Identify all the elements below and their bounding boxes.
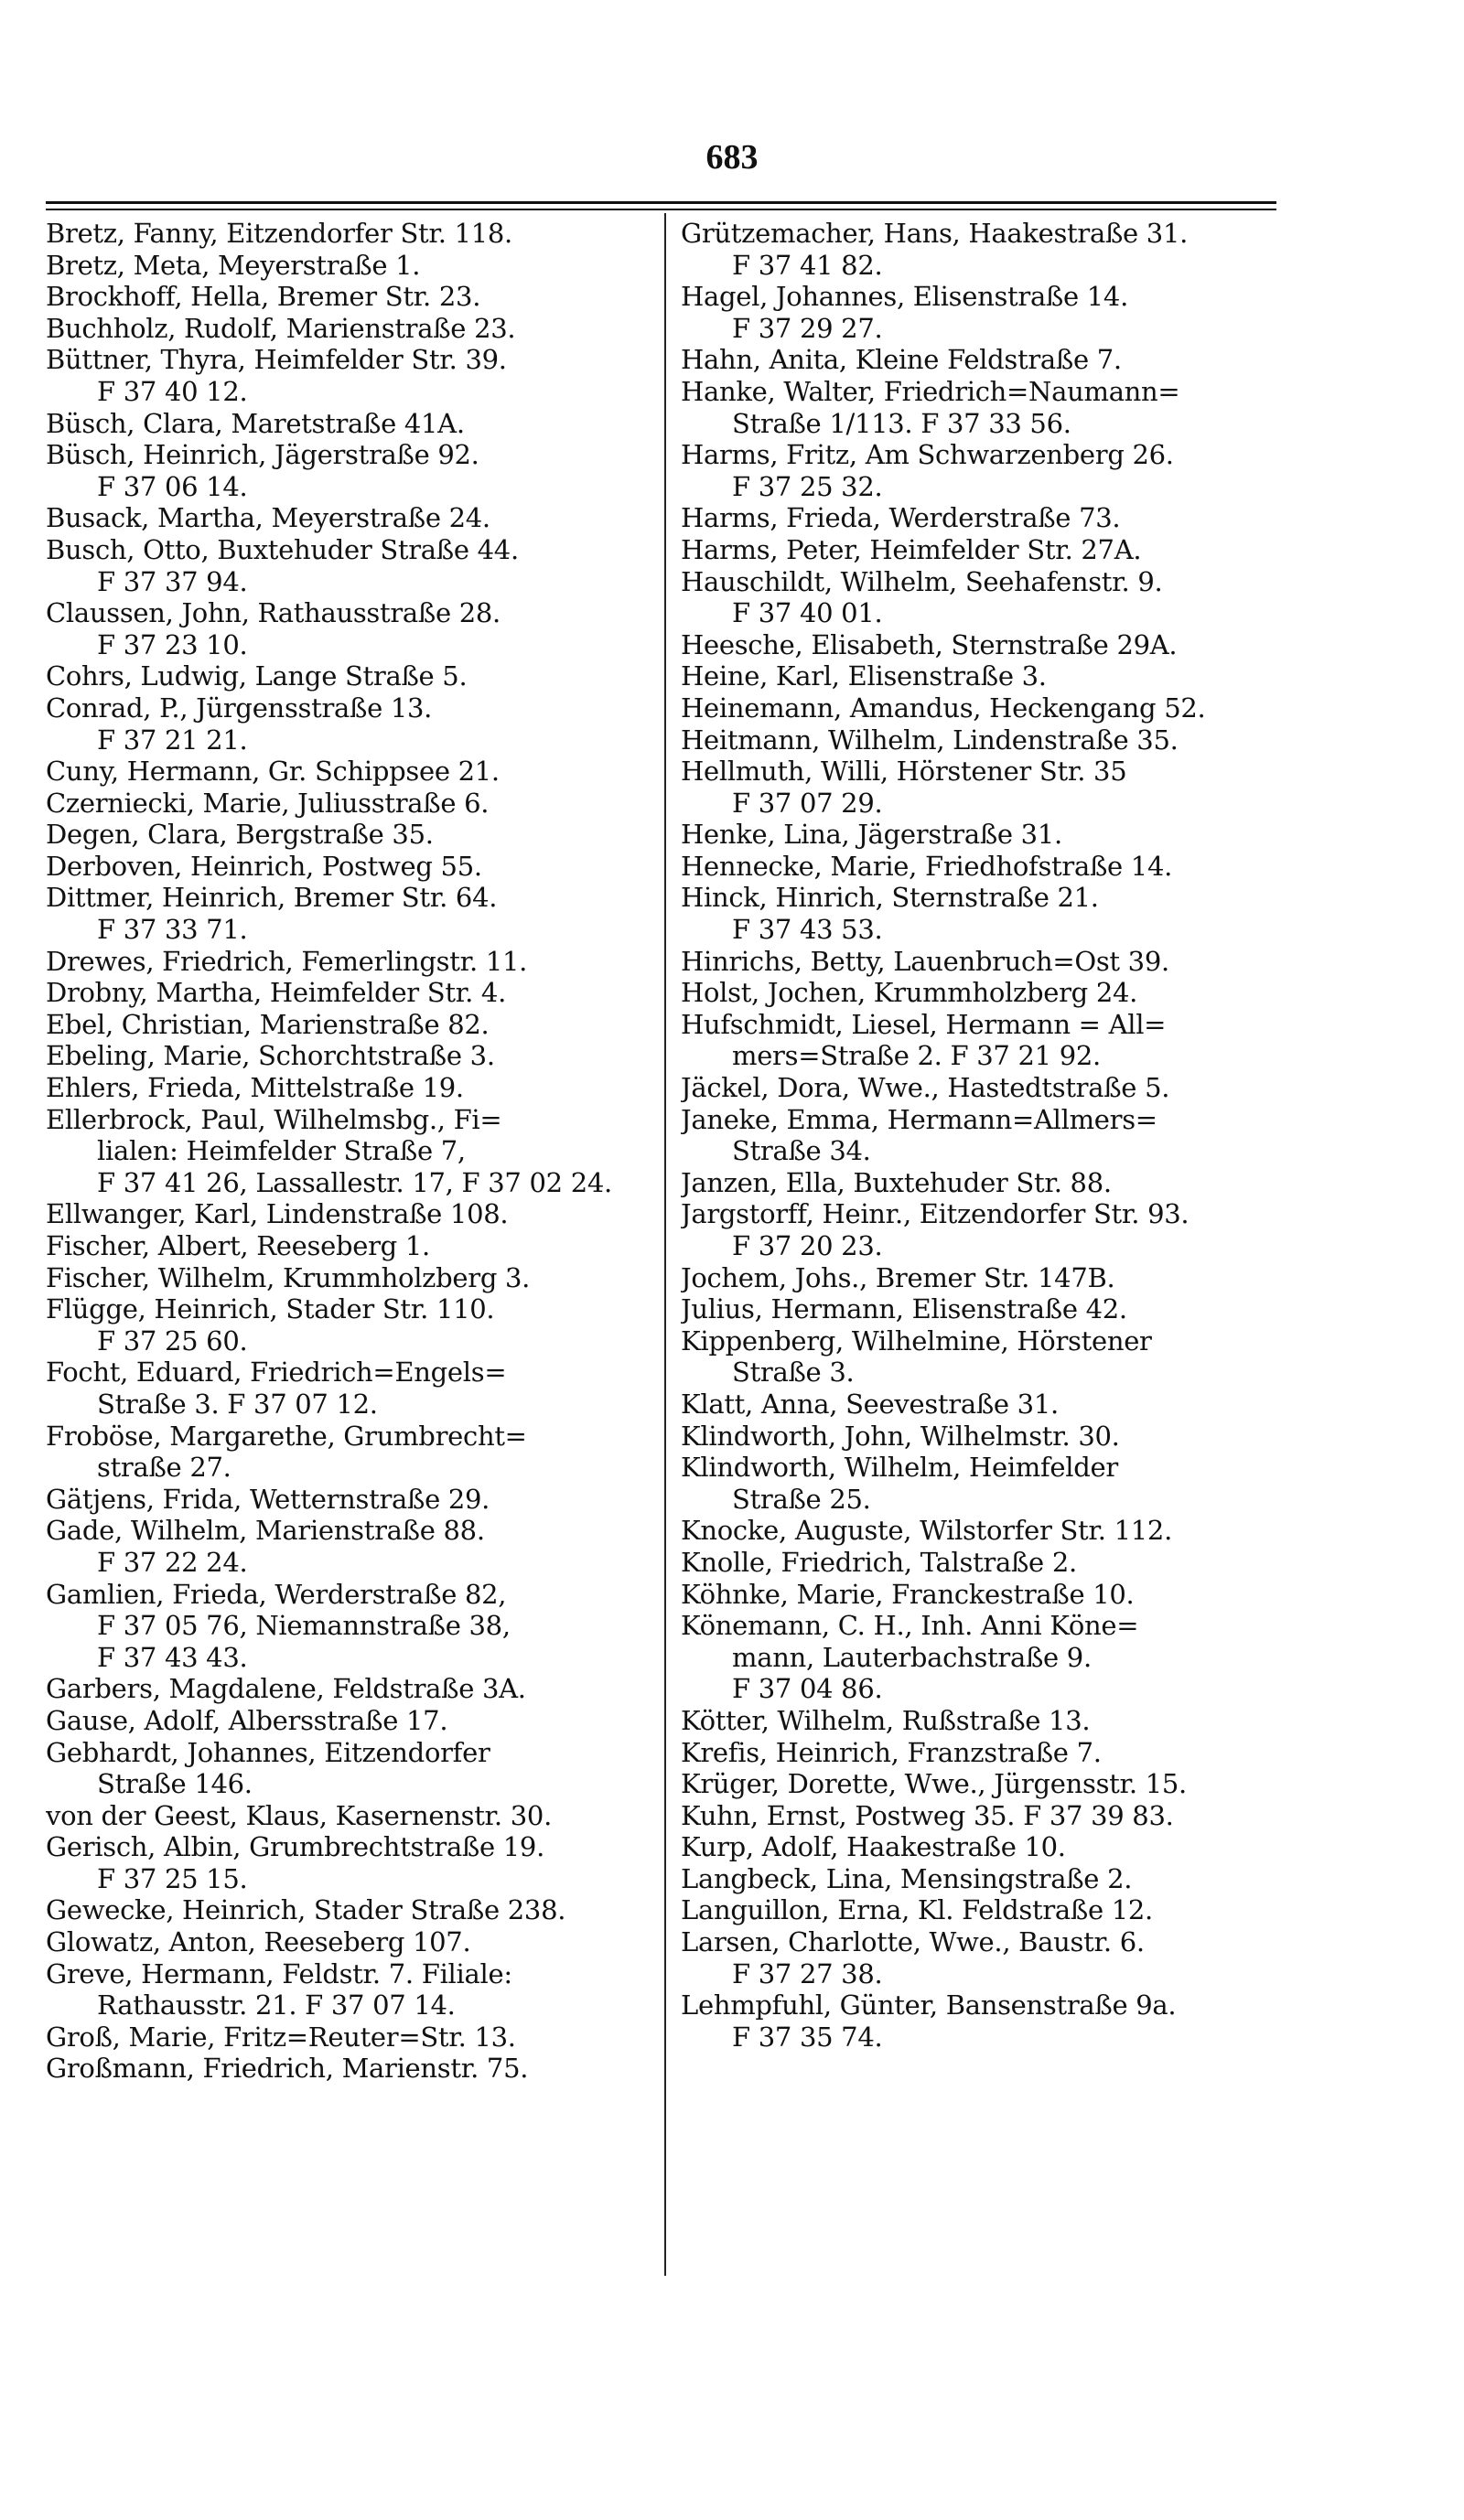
directory-entry: Julius, Hermann, Elisenstraße 42. <box>681 1293 1127 1325</box>
directory-entry: Holst, Jochen, Krummholzberg 24. <box>681 977 1138 1009</box>
directory-entry-continuation: Rathausstr. 21. F 37 07 14. <box>97 1989 456 2021</box>
directory-entry: Klindworth, Wilhelm, Heimfelder <box>681 1452 1118 1484</box>
directory-entry-continuation: Straße 25. <box>732 1483 871 1515</box>
directory-entry-continuation: F 37 25 15. <box>97 1862 248 1894</box>
directory-entry-continuation: F 37 43 43. <box>97 1641 248 1673</box>
directory-entry: Gätjens, Frida, Wetternstraße 29. <box>46 1483 490 1515</box>
directory-entry: von der Geest, Klaus, Kasernenstr. 30. <box>46 1799 552 1831</box>
directory-entry: Flügge, Heinrich, Stader Str. 110. <box>46 1293 495 1325</box>
directory-entry: Busack, Martha, Meyerstraße 24. <box>46 502 490 534</box>
directory-entry: Büttner, Thyra, Heimfelder Str. 39. <box>46 344 507 376</box>
directory-entry: Degen, Clara, Bergstraße 35. <box>46 819 434 851</box>
directory-entry: Kötter, Wilhelm, Rußstraße 13. <box>681 1704 1091 1736</box>
directory-entry-continuation: straße 27. <box>97 1452 231 1484</box>
directory-entry: Hennecke, Marie, Friedhofstraße 14. <box>681 850 1173 882</box>
directory-entry: Kurp, Adolf, Haakestraße 10. <box>681 1831 1066 1863</box>
directory-entry: Focht, Eduard, Friedrich=Engels= <box>46 1357 507 1389</box>
directory-entry-continuation: F 37 20 23. <box>732 1230 883 1261</box>
directory-entry: Klindworth, John, Wilhelmstr. 30. <box>681 1420 1120 1452</box>
directory-entry: Gebhardt, Johannes, Eitzendorfer <box>46 1736 490 1768</box>
directory-entry: Drewes, Friedrich, Femerlingstr. 11. <box>46 945 528 977</box>
directory-entry: Gamlien, Frieda, Werderstraße 82, <box>46 1578 507 1610</box>
directory-entry: Czerniecki, Marie, Juliusstraße 6. <box>46 787 490 819</box>
directory-entry: Conrad, P., Jürgensstraße 13. <box>46 692 433 724</box>
directory-entry-continuation: Straße 3. <box>732 1357 855 1389</box>
directory-entry: Derboven, Heinrich, Postweg 55. <box>46 850 482 882</box>
directory-entry-continuation: F 37 04 86. <box>732 1673 883 1705</box>
directory-entry: Kippenberg, Wilhelmine, Hörstener <box>681 1324 1152 1357</box>
directory-entry: Fischer, Wilhelm, Krummholzberg 3. <box>46 1261 531 1293</box>
directory-entry-continuation: F 37 29 27. <box>732 312 883 344</box>
directory-entry: Gerisch, Albin, Grumbrechtstraße 19. <box>46 1831 545 1863</box>
directory-entry: Janeke, Emma, Hermann=Allmers= <box>681 1103 1157 1135</box>
directory-entry: Buchholz, Rudolf, Marienstraße 23. <box>46 312 516 344</box>
directory-entry: Hellmuth, Willi, Hörstener Str. 35 <box>681 756 1127 788</box>
directory-entry: Gewecke, Heinrich, Stader Straße 238. <box>46 1894 566 1926</box>
directory-entry: Lehmpfuhl, Günter, Bansenstraße 9a. <box>681 1989 1177 2021</box>
directory-entry: Harms, Peter, Heimfelder Str. 27A. <box>681 533 1142 565</box>
directory-entry: Groß, Marie, Fritz=Reuter=Str. 13. <box>46 2021 516 2053</box>
directory-entry-continuation: F 37 05 76, Niemannstraße 38, <box>97 1610 511 1642</box>
directory-entry-continuation: F 37 25 32. <box>732 470 883 502</box>
directory-entry: Köhnke, Marie, Franckestraße 10. <box>681 1578 1135 1610</box>
directory-entry: Ebeling, Marie, Schorchtstraße 3. <box>46 1040 495 1072</box>
directory-entry: Jargstorff, Heinr., Eitzendorfer Str. 93. <box>681 1198 1190 1230</box>
directory-entry: Jochem, Johs., Bremer Str. 147B. <box>681 1261 1115 1293</box>
directory-entry: Könemann, C. H., Inh. Anni Köne= <box>681 1610 1139 1642</box>
directory-entry: Klatt, Anna, Seevestraße 31. <box>681 1388 1059 1420</box>
directory-entry: Claussen, John, Rathausstraße 28. <box>46 597 501 629</box>
directory-entry: Hufschmidt, Liesel, Hermann = All= <box>681 1008 1167 1040</box>
directory-entry: Greve, Hermann, Feldstr. 7. Filiale: <box>46 1957 512 1989</box>
directory-entry: Hagel, Johannes, Elisenstraße 14. <box>681 281 1129 313</box>
header-rule <box>46 201 1276 204</box>
directory-entry-continuation: mers=Straße 2. F 37 21 92. <box>732 1040 1101 1072</box>
directory-entry-continuation: F 37 27 38. <box>732 1957 883 1989</box>
directory-entry: Drobny, Martha, Heimfelder Str. 4. <box>46 977 506 1009</box>
directory-entry: Krefis, Heinrich, Franzstraße 7. <box>681 1736 1102 1768</box>
directory-entry: Kuhn, Ernst, Postweg 35. F 37 39 83. <box>681 1799 1174 1831</box>
directory-entry: Langbeck, Lina, Mensingstraße 2. <box>681 1862 1133 1894</box>
directory-entry: Hanke, Walter, Friedrich=Naumann= <box>681 375 1180 407</box>
directory-entry: Hauschildt, Wilhelm, Seehafenstr. 9. <box>681 565 1163 597</box>
directory-entry-continuation: Straße 3. F 37 07 12. <box>97 1388 378 1420</box>
directory-entry-continuation: F 37 22 24. <box>97 1546 248 1578</box>
directory-entry-continuation: F 37 25 60. <box>97 1324 248 1357</box>
directory-entry-continuation: F 37 07 29. <box>732 787 883 819</box>
directory-entry: Jäckel, Dora, Wwe., Hastedtstraße 5. <box>681 1072 1170 1104</box>
directory-entry-continuation: F 37 06 14. <box>97 470 248 502</box>
directory-entry: Harms, Frieda, Werderstraße 73. <box>681 502 1121 534</box>
directory-entry: Languillon, Erna, Kl. Feldstraße 12. <box>681 1894 1153 1926</box>
directory-entry-continuation: mann, Lauterbachstraße 9. <box>732 1641 1092 1673</box>
directory-entry: Bretz, Meta, Meyerstraße 1. <box>46 249 421 281</box>
directory-entry: Gause, Adolf, Albersstraße 17. <box>46 1704 448 1736</box>
directory-entry-continuation: F 37 43 53. <box>732 914 883 946</box>
directory-entry: Knolle, Friedrich, Talstraße 2. <box>681 1546 1077 1578</box>
directory-entry: Heitmann, Wilhelm, Lindenstraße 35. <box>681 724 1179 756</box>
directory-entry: Dittmer, Heinrich, Bremer Str. 64. <box>46 882 498 914</box>
directory-entry: Henke, Lina, Jägerstraße 31. <box>681 819 1062 851</box>
directory-entry: Knocke, Auguste, Wilstorfer Str. 112. <box>681 1515 1172 1547</box>
directory-entry-continuation: Straße 1/113. F 37 33 56. <box>732 407 1071 439</box>
directory-entry: Krüger, Dorette, Wwe., Jürgensstr. 15. <box>681 1768 1187 1800</box>
directory-entry: Ebel, Christian, Marienstraße 82. <box>46 1008 490 1040</box>
directory-entry: Bretz, Fanny, Eitzendorfer Str. 118. <box>46 218 512 249</box>
directory-entry: Heesche, Elisabeth, Sternstraße 29A. <box>681 628 1178 660</box>
directory-entry: Großmann, Friedrich, Marienstr. 75. <box>46 2053 529 2085</box>
directory-entry: Gade, Wilhelm, Marienstraße 88. <box>46 1515 485 1547</box>
directory-entry-continuation: F 37 21 21. <box>97 724 248 756</box>
directory-entry: Heinemann, Amandus, Heckengang 52. <box>681 692 1206 724</box>
directory-entry: Hinrichs, Betty, Lauenbruch=Ost 39. <box>681 945 1169 977</box>
directory-entry-continuation: F 37 40 01. <box>732 597 883 629</box>
directory-entry: Froböse, Margarethe, Grumbrecht= <box>46 1420 527 1452</box>
directory-entry: Ellwanger, Karl, Lindenstraße 108. <box>46 1198 509 1230</box>
directory-entry: Heine, Karl, Elisenstraße 3. <box>681 660 1047 692</box>
directory-entry: Busch, Otto, Buxtehuder Straße 44. <box>46 533 519 565</box>
directory-entry: Fischer, Albert, Reeseberg 1. <box>46 1230 430 1261</box>
directory-entry: Janzen, Ella, Buxtehuder Str. 88. <box>681 1166 1112 1198</box>
directory-entry: Ehlers, Frieda, Mittelstraße 19. <box>46 1072 464 1104</box>
directory-entry: Cuny, Hermann, Gr. Schippsee 21. <box>46 756 500 788</box>
directory-entry-continuation: F 37 37 94. <box>97 565 248 597</box>
directory-entry: Harms, Fritz, Am Schwarzenberg 26. <box>681 439 1174 471</box>
directory-entry: Büsch, Heinrich, Jägerstraße 92. <box>46 439 479 471</box>
directory-entry-continuation: F 37 23 10. <box>97 628 248 660</box>
directory-entry: Grützemacher, Hans, Haakestraße 31. <box>681 218 1189 249</box>
directory-entry: Garbers, Magdalene, Feldstraße 3A. <box>46 1673 526 1705</box>
header-rule-thin <box>46 209 1276 210</box>
left-column <box>46 218 668 2085</box>
directory-entry-continuation: F 37 41 82. <box>732 249 883 281</box>
directory-entry: Hinck, Hinrich, Sternstraße 21. <box>681 882 1099 914</box>
directory-entry: Hahn, Anita, Kleine Feldstraße 7. <box>681 344 1122 376</box>
right-column <box>681 218 1303 2053</box>
directory-entry-continuation: F 37 35 74. <box>732 2021 883 2053</box>
directory-entry-continuation: lialen: Heimfelder Straße 7, <box>97 1135 466 1167</box>
directory-entry-continuation: F 37 41 26, Lassallestr. 17, F 37 02 24. <box>97 1166 612 1198</box>
page-number: 683 <box>705 138 759 177</box>
directory-entry-continuation: Straße 146. <box>97 1768 253 1800</box>
directory-entry-continuation: Straße 34. <box>732 1135 871 1167</box>
directory-entry: Büsch, Clara, Maretstraße 41A. <box>46 407 465 439</box>
directory-entry: Ellerbrock, Paul, Wilhelmsbg., Fi= <box>46 1103 502 1135</box>
directory-entry: Brockhoff, Hella, Bremer Str. 23. <box>46 281 481 313</box>
directory-entry: Larsen, Charlotte, Wwe., Baustr. 6. <box>681 1926 1145 1958</box>
directory-entry: Cohrs, Ludwig, Lange Straße 5. <box>46 660 468 692</box>
directory-entry-continuation: F 37 33 71. <box>97 914 248 946</box>
directory-entry-continuation: F 37 40 12. <box>97 375 248 407</box>
directory-entry: Glowatz, Anton, Reeseberg 107. <box>46 1926 471 1958</box>
